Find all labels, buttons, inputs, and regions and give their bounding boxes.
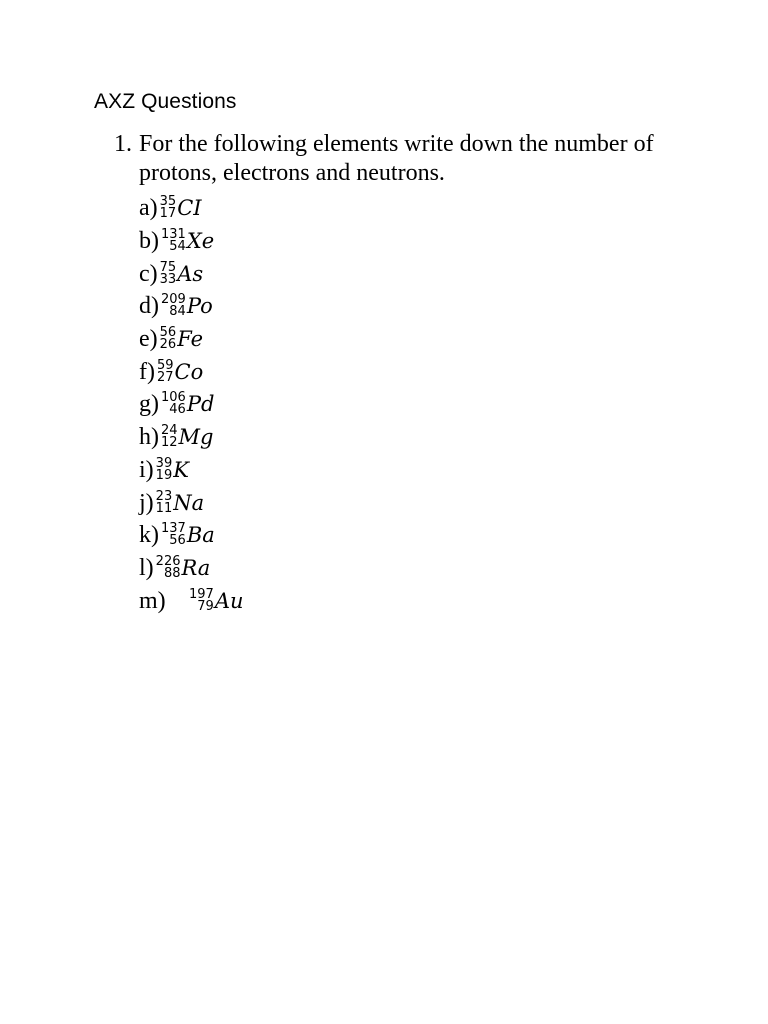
item-label: f) [139, 358, 155, 385]
list-item [139, 486, 244, 519]
element-symbol: Mg [178, 425, 214, 450]
atomic-number: 54 [169, 239, 186, 255]
nuclide-notation [157, 359, 203, 385]
mass-number: 35 [159, 194, 177, 210]
item-label: m) [139, 587, 166, 614]
mass-number: 226 [155, 553, 181, 569]
mass-number: 24 [161, 423, 178, 439]
mass-number: 23 [155, 488, 173, 504]
mass-number: 56 [159, 325, 177, 341]
list-item [139, 519, 244, 552]
nuclide-notation [161, 391, 214, 417]
item-label: j) [139, 489, 154, 516]
list-item [139, 355, 244, 388]
list-item [139, 290, 244, 323]
nuclide-notation [161, 293, 213, 319]
mass-number: 59 [156, 357, 174, 373]
mass-number: 131 [161, 227, 186, 243]
element-symbol: Co [174, 359, 204, 384]
element-symbol: As [177, 261, 204, 286]
mass-number: 137 [161, 521, 186, 537]
atomic-number: 12 [161, 435, 178, 451]
mass-number: 106 [161, 390, 186, 406]
element-symbol: Fe [177, 327, 204, 352]
nuclide-list [139, 192, 244, 617]
question-text: For the following elements write down the number of protons, electrons and neutrons. [139, 131, 654, 186]
nuclide-notation [156, 555, 211, 581]
nuclide-notation [161, 522, 215, 548]
nuclide-notation [160, 195, 202, 221]
mass-number: 197 [189, 586, 214, 602]
item-label: b) [139, 228, 159, 255]
atomic-number: 79 [197, 598, 214, 614]
atomic-number: 56 [169, 533, 186, 549]
item-label: e) [139, 326, 158, 353]
list-item [139, 584, 244, 617]
element-symbol: Na [173, 490, 205, 515]
item-label: d) [139, 293, 159, 320]
item-label: l) [139, 554, 154, 581]
atomic-number: 27 [156, 369, 174, 385]
nuclide-notation [156, 490, 204, 516]
list-item [139, 323, 244, 356]
element-symbol: Pd [186, 392, 215, 417]
list-item [139, 388, 244, 421]
element-symbol: Xe [186, 229, 215, 254]
item-label: i) [139, 456, 154, 483]
item-label: c) [139, 260, 158, 287]
list-item [139, 225, 244, 258]
item-label: a) [139, 195, 158, 222]
element-symbol: Ba [186, 523, 215, 548]
element-symbol: Po [186, 294, 213, 319]
element-symbol: K [173, 457, 189, 482]
mass-number: 39 [155, 455, 173, 471]
atomic-number: 17 [159, 206, 177, 222]
item-label: h) [139, 424, 159, 451]
list-item [139, 552, 244, 585]
atomic-number: 19 [155, 467, 173, 483]
list-item [139, 257, 244, 290]
element-symbol: CI [177, 196, 202, 221]
nuclide-notation [160, 261, 204, 287]
list-item [139, 454, 244, 487]
list-item [139, 421, 244, 454]
question-number: 1. [114, 131, 132, 157]
atomic-number: 46 [169, 402, 186, 418]
nuclide-notation [161, 228, 214, 254]
nuclide-notation [189, 588, 244, 614]
nuclide-notation [156, 457, 189, 483]
atomic-number: 26 [159, 337, 177, 353]
nuclide-notation [161, 424, 214, 450]
atomic-number: 11 [155, 500, 173, 516]
element-symbol: Au [214, 588, 244, 613]
mass-number: 75 [159, 259, 177, 275]
atomic-number: 33 [159, 271, 177, 287]
nuclide-notation [160, 326, 203, 352]
atomic-number: 88 [163, 565, 181, 581]
item-label: k) [139, 522, 159, 549]
element-symbol: Ra [181, 555, 211, 580]
page-heading: AXZ Questions [94, 90, 237, 113]
atomic-number: 84 [169, 304, 186, 320]
list-item [139, 192, 244, 225]
mass-number: 209 [161, 292, 186, 308]
item-label: g) [139, 391, 159, 418]
